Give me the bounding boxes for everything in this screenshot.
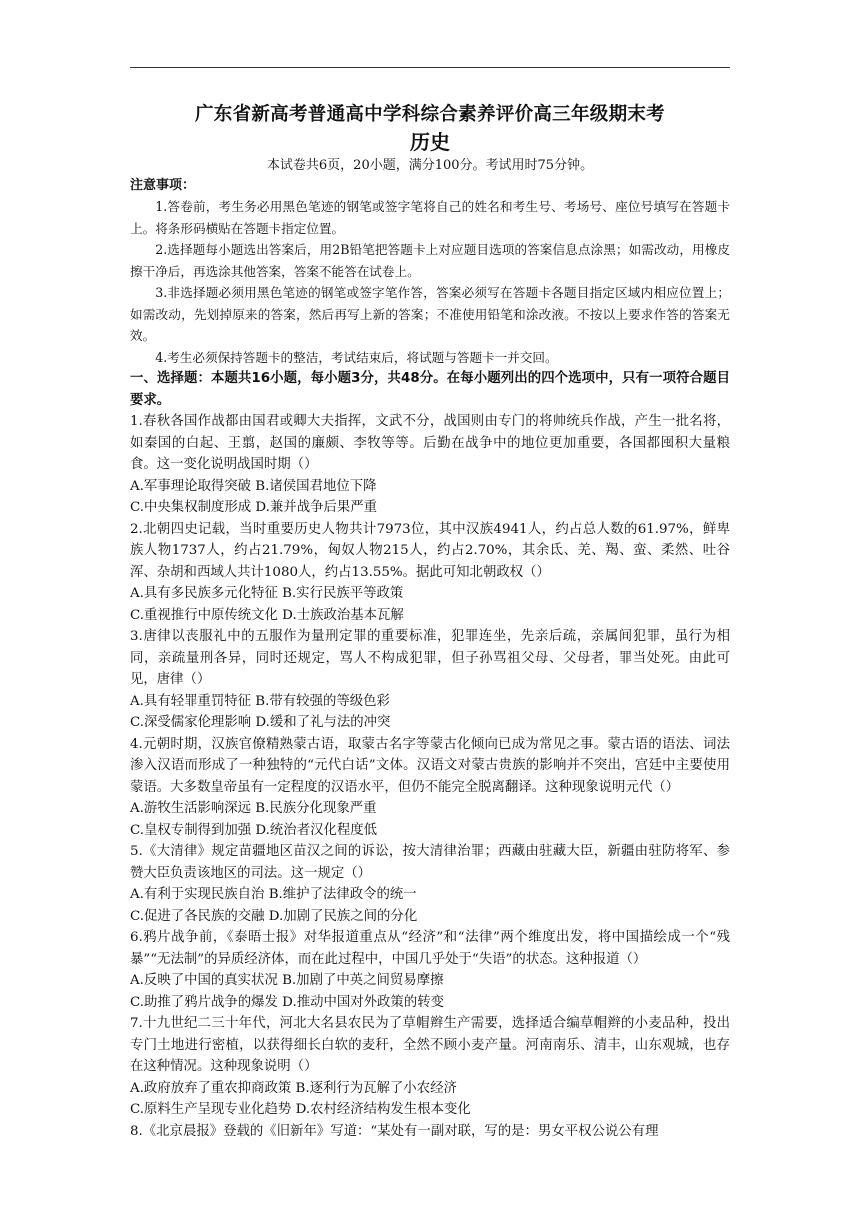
notice-item: 3.非选择题必须用黑色笔迹的钢笔或签字笔作答，答案必须写在答题卡各题目指定区域内相应位置上；如需改动，先划掉原来的答案，然后再写上新的答案；不准使用铅笔和涂改液。不按以上要求作答的答案无效。 bbox=[130, 285, 730, 343]
question-stem: 3.唐律以丧服礼中的五服作为量刑定罪的重要标准，犯罪连坐，先亲后疏，亲属间犯罪，虽行为相同，亲疏量刑各异，同时还规定，骂人不构成犯罪，但子孙骂祖父母、父母者，罪当处死。由此可见，唐律（） bbox=[130, 629, 730, 687]
question-options-line: C.重视推行中原传统文化 D.士族政治基本瓦解 bbox=[130, 607, 404, 623]
notice-item: 2.选择题每小题选出答案后，用2B铅笔把答题卡上对应题目选项的答案信息点涂黑；如需改动，用橡皮擦干净后，再选涂其他答案，答案不能答在试卷上。 bbox=[130, 242, 730, 279]
question-stem: 2.北朝四史记载，当时重要历史人物共计7973位，其中汉族4941人，约占总人数的61.97%，鲜卑族人物1737人，约占21.79%，匈奴人物215人，约占2.70%，其余氐、羌、羯、蛮、柔然、吐谷浑、杂胡和西域人共计1080人，约占13.55%。据此可知北朝政权（） bbox=[130, 521, 730, 580]
question-stem: 7.十九世纪二三十年代，河北大名县农民为了草帽辫生产需要，选择适合编草帽辫的小麦品种，投出专门土地进行密植，以获得细长白软的麦秆，全然不顾小麦产量。河南南乐、清丰，山东观城，也存在这种情况。这种现象说明（） bbox=[130, 1016, 730, 1074]
question-options-line: A.游牧生活影响深远 B.民族分化现象严重 bbox=[130, 801, 377, 816]
question-4 bbox=[130, 734, 730, 842]
section-heading: 一、选择题：本题共16小题，每小题3分，共48分。在每小题列出的四个选项中，只有一项符合题目要求。 bbox=[130, 371, 730, 408]
question-stem: 6.鸦片战争前，《泰晤士报》对华报道重点从“经济”和“法律”两个维度出发，将中国描绘成一个“残暴”“无法制”的异质经济体，而在此过程中，中国几乎处于“失语”的状态。这种报道（） bbox=[130, 930, 730, 967]
exam-intro: 本试卷共6页，20小题，满分100分。考试用时75分钟。 bbox=[266, 158, 594, 173]
question-6 bbox=[130, 927, 730, 1013]
question-8 bbox=[130, 1121, 730, 1143]
notice-heading: 注意事项： bbox=[130, 178, 196, 193]
question-1 bbox=[130, 411, 730, 519]
question-stem: 5.《大清律》规定苗疆地区苗汉之间的诉讼，按大清律治罪；西藏由驻藏大臣，新疆由驻防将军、参赞大臣负责该地区的司法。这一规定（） bbox=[130, 844, 730, 881]
question-options-line: C.原料生产呈现专业化趋势 D.农村经济结构发生根本变化 bbox=[130, 1102, 471, 1117]
question-options-line: C.中央集权制度形成 D.兼并战争后果严重 bbox=[130, 500, 378, 515]
question-stem: 1.春秋各国作战都由国君或卿大夫指挥，文武不分，战国则由专门的将帅统兵作战，产生一批名将，如秦国的白起、王翦，赵国的廉颇、李牧等等。后勤在战争中的地位更加重要，各国都囤积大量粮食。这一变化说明战国时期（） bbox=[130, 414, 730, 472]
notice-item: 1.答卷前，考生务必用黑色笔迹的钢笔或签字笔将自己的姓名和考生号、考场号、座位号填写在答题卡上。将条形码横贴在答题卡指定位置。 bbox=[130, 199, 730, 236]
notice-item: 4.考生必须保持答题卡的整洁，考试结束后，将试题与答题卡一并交回。 bbox=[155, 349, 558, 365]
exam-content bbox=[130, 102, 730, 1142]
question-options-line: C.深受儒家伦理影响 D.缓和了礼与法的冲突 bbox=[130, 715, 391, 730]
question-3 bbox=[130, 626, 730, 734]
question-7 bbox=[130, 1013, 730, 1121]
question-options-line: C.助推了鸦片战争的爆发 D.推动中国对外政策的转变 bbox=[130, 994, 444, 1010]
question-stem: 4.元朝时期，汉族官僚精熟蒙古语，取蒙古名字等蒙古化倾向已成为常见之事。蒙古语的语法、词法渗入汉语而形成了一种独特的“元代白话”文体。汉语文对蒙古贵族的影响并不突出，宫廷中主要使用蒙语。大多数皇帝虽有一定程度的汉语水平，但仍不能完全脱离翻译。这种现象说明元代（） bbox=[130, 736, 730, 795]
question-options-line: A.有利于实现民族自治 B.维护了法律政令的统一 bbox=[130, 887, 417, 902]
question-2 bbox=[130, 519, 730, 627]
question-options-line: A.具有多民族多元化特征 B.实行民族平等政策 bbox=[130, 586, 404, 601]
question-options-line: C.促进了各民族的交融 D.加剧了民族之间的分化 bbox=[130, 908, 418, 924]
question-5 bbox=[130, 841, 730, 927]
question-options-line: A.反映了中国的真实状况 B.加剧了中英之间贸易摩擦 bbox=[130, 973, 444, 988]
question-options-line: A.具有轻罪重罚特征 B.带有较强的等级色彩 bbox=[130, 693, 390, 709]
question-stem: 8.《北京晨报》登载的《旧新年》写道：“某处有一副对联，写的是：男女平权公说公有理 bbox=[130, 1123, 659, 1139]
question-options-line: A.军事理论取得突破 B.诸侯国君地位下降 bbox=[130, 478, 377, 494]
question-options-line: A.政府放弃了重农抑商政策 B.逐利行为瓦解了小农经济 bbox=[130, 1080, 457, 1096]
header-rule bbox=[130, 67, 730, 68]
exam-subject: 历史 bbox=[410, 130, 450, 154]
exam-title: 广东省新高考普通高中学科综合素养评价高三年级期末考 bbox=[194, 104, 665, 125]
question-options-line: C.皇权专制得到加强 D.统治者汉化程度低 bbox=[130, 822, 378, 838]
